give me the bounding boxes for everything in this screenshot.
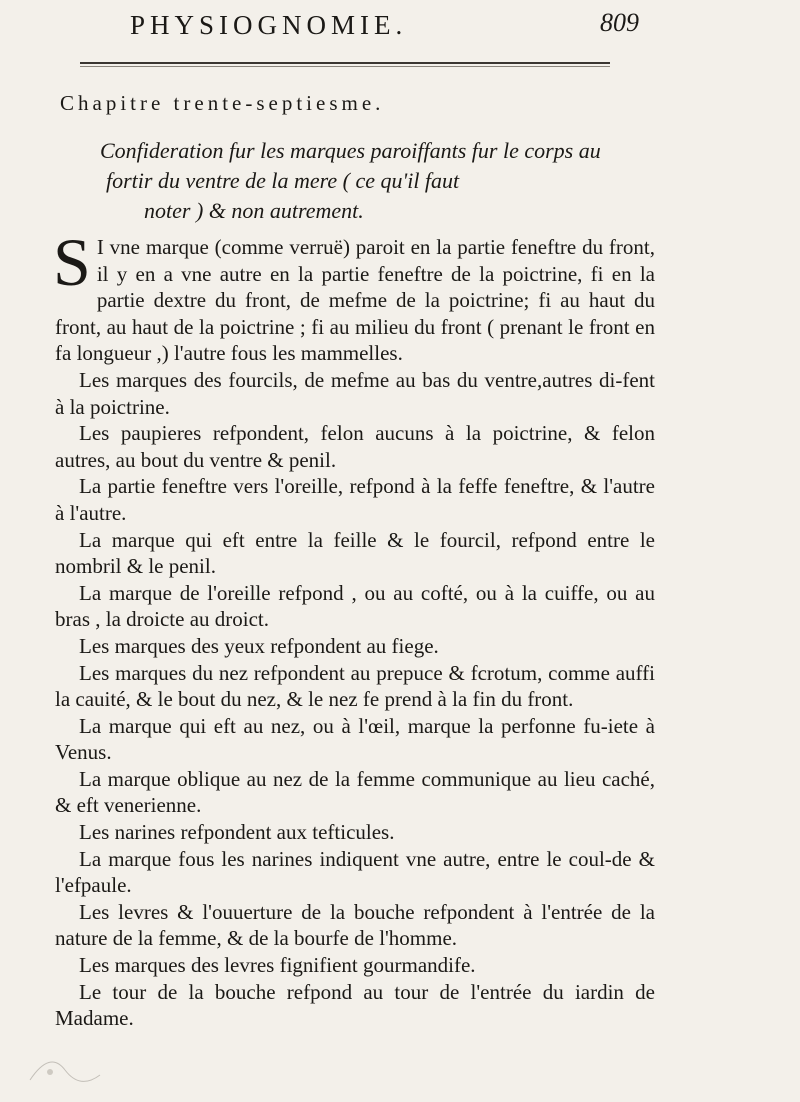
paragraph: Le tour de la bouche refpond au tour de l'entrée du iardin de Madame. xyxy=(55,979,655,1031)
paragraph: La marque qui eft entre la feille & le fourcil, refpond entre le nombril & le penil. xyxy=(55,527,655,579)
page-number: 809 xyxy=(600,8,639,37)
paragraph: La partie feneftre vers l'oreille, refpond à la feffe feneftre, & l'autre à l'autre. xyxy=(55,474,655,525)
paragraph: Les marques des yeux refpondent au fiege. xyxy=(79,633,439,658)
paragraph: La marque oblique au nez de la femme communique au lieu caché, & eft venerienne. xyxy=(55,766,655,818)
body-text xyxy=(53,224,655,1032)
paragraph: Les paupieres refpondent, felon aucuns à la poictrine, & felon autres, au bout du ventre & penil. xyxy=(55,421,655,472)
paragraph-text: I vne marque (comme verruë) paroit en la partie feneftre du front, il y en a vne autre en la partie feneftre de la poictrine, fi en la partie dextre du front, de mefme de la poictrine; fi au haut du front, au haut de la poictrine ; fi au milieu du front ( prenant le front en fa longueur ,) l'autre fous les mammelles. xyxy=(55,235,655,366)
chapter-subtitle xyxy=(100,136,660,226)
paragraph: Les levres & l'ouuerture de la bouche refpondent à l'entrée de la nature de la femme, & de la bourfe de l'homme. xyxy=(55,899,655,951)
running-title: PHYSIOGNOMIE. xyxy=(130,10,408,40)
header-rule-thin xyxy=(80,66,610,67)
header-rule xyxy=(80,62,610,64)
paragraph: La marque de l'oreille refpond , ou au cofté, ou à la cuiffe, ou au bras , la droicte au droict. xyxy=(55,580,655,632)
chapter-heading: Chapitre trente-septiesme. xyxy=(60,91,385,115)
drop-cap: S xyxy=(53,224,91,300)
paragraph: La marque fous les narines indiquent vne autre, entre le coul-de & l'efpaule. xyxy=(55,846,655,898)
paragraph: Les marques du nez refpondent au prepuce & fcrotum, comme auffi la cauité, & le bout du nez, & le nez fe prend à la fin du front. xyxy=(55,660,655,712)
paragraph: Les marques des levres fignifient gourmandife. xyxy=(79,953,476,978)
paper-stain xyxy=(20,1040,180,1090)
subtitle-line-3: noter ) & non autrement. xyxy=(144,198,364,223)
paragraph xyxy=(53,224,655,367)
subtitle-line-1: Confideration fur les marques paroiffants fur le corps au xyxy=(100,138,601,163)
subtitle-line-2: fortir du ventre de la mere ( ce qu'il faut xyxy=(106,168,460,193)
paragraph: La marque qui eft au nez, ou à l'œil, marque la perfonne fu-iete à Venus. xyxy=(55,713,655,765)
running-head xyxy=(130,6,690,42)
paragraph: Les narines refpondent aux tefticules. xyxy=(79,820,395,845)
paragraph: Les marques des fourcils, de mefme au bas du ventre,autres di-fent à la poictrine. xyxy=(55,367,655,419)
